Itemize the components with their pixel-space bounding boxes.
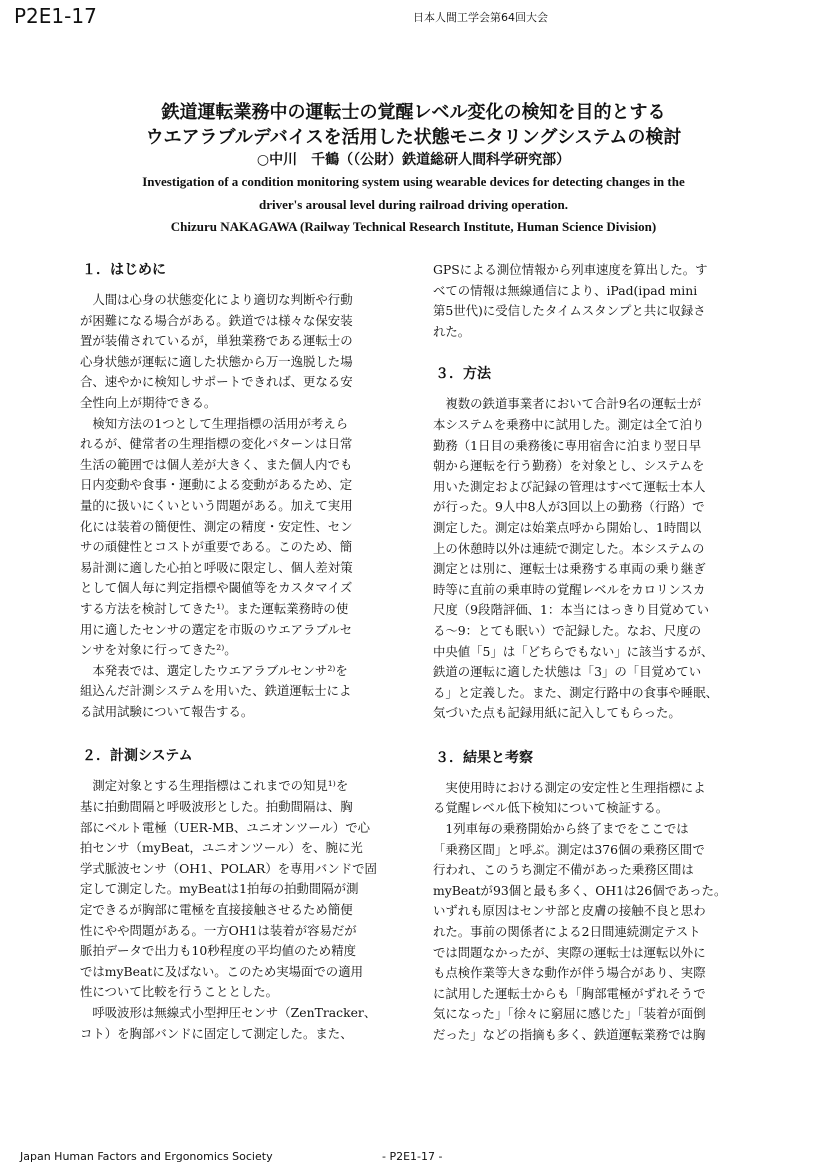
text-line: 朝から運転を行う勤務）を対象とし、システムを xyxy=(433,458,705,474)
results-body xyxy=(433,778,748,1046)
footer-page-label: - P2E1-17 - xyxy=(382,1150,443,1163)
english-title-line-1: Investigation of a condition monitoring system using wearable devices for detecting changes in the xyxy=(142,174,685,189)
text-line: 拍センサ（myBeat，ユニオンツール）を、腕に光 xyxy=(80,840,363,856)
text-line: べての情報は無線通信により、iPad(ipad mini xyxy=(433,282,698,298)
text-line: 測定とは別に、運転士は乗務する車両の乗り継ぎ xyxy=(433,561,706,577)
text-line: 尺度（9段階評価、1：本当にはっきり目覚めてい xyxy=(433,602,709,618)
text-line: 化には装着の簡便性、測定の精度・安定性、セン xyxy=(80,518,353,534)
paper-id: P2E1-17 xyxy=(14,4,97,28)
text-line: 全性向上が期待できる。 xyxy=(80,394,217,410)
measurement-system-body xyxy=(80,776,395,1044)
text-line: 易計測に適した心拍と呼吸に限定し、個人差対策 xyxy=(80,559,353,575)
conference-name: 日本人間工学会第64回大会 xyxy=(413,11,548,24)
english-author: Chizuru NAKAGAWA (Railway Technical Research Institute, Human Science Division) xyxy=(170,219,657,234)
text-line: 定できるが胸部に電極を直接接触させるため簡便 xyxy=(80,902,353,918)
text-line: myBeatが93個と最も多く、OH1は26個であった。 xyxy=(433,882,727,898)
text-line: 基に拍動間隔と呼吸波形とした。拍動間隔は、胸 xyxy=(80,799,353,815)
title-block xyxy=(0,100,827,238)
text-line: 量的に扱いにくいという問題がある。加えて実用 xyxy=(80,497,353,513)
section-heading-introduction: １．はじめに xyxy=(82,262,166,278)
text-line: 日内変動や食事・運動による変動があるため、定 xyxy=(80,477,353,493)
text-line: 複数の鉄道事業者において合計9名の運転士が xyxy=(433,396,702,412)
text-line: 性について比較を行うこととした。 xyxy=(80,984,279,1000)
text-line: 測定対象とする生理指標はこれまでの知見¹⁾を xyxy=(80,778,349,794)
text-line: 学式脈波センサ（OH1、POLAR）を専用バンドで固 xyxy=(80,860,377,876)
footer-society: Japan Human Factors and Ergonomics Society xyxy=(20,1150,273,1163)
text-line: いずれも原因はセンサ部と皮膚の接触不良と思わ xyxy=(433,903,706,919)
text-line: 置が装備されているが，単独業務である運転士の xyxy=(80,333,353,349)
japanese-title-line-2: ウエアラブルデバイスを活用した状態モニタリングシステムの検討 xyxy=(145,127,682,148)
text-line: 測定した。測定は始業点呼から開始し、1時間以 xyxy=(433,519,702,535)
text-line: 用に適したセンサの選定を市販のウエアラブルセ xyxy=(80,621,353,637)
continued-text xyxy=(433,260,748,342)
text-line: 1列車毎の乗務開始から終了までをここでは xyxy=(433,821,689,837)
text-line: 呼吸波形は無線式小型押圧センサ（ZenTracker、 xyxy=(80,1005,377,1020)
text-line: に試用した運転士からも「胸部電極がずれそうで xyxy=(433,985,706,1001)
text-line: が行った。9人中8人が3回以上の勤務（行路）で xyxy=(433,499,705,515)
text-line: 性にやや問題がある。一方OH1は装着が容易だが xyxy=(80,922,357,938)
text-line: れるが、健常者の生理指標の変化パターンは日常 xyxy=(80,436,353,452)
introduction-body xyxy=(80,290,395,722)
text-line: 気になった」「徐々に窮屈に感じた」「装着が面倒 xyxy=(433,1006,706,1022)
text-line: として個人毎に判定指標や閾値等をカスタマイズ xyxy=(80,580,353,596)
text-line: 定して測定した。myBeatは1拍毎の拍動間隔が測 xyxy=(80,881,359,897)
text-line: だった」などの指摘も多く、鉄道運転業務では胸 xyxy=(433,1027,706,1042)
text-line: 本システムを乗務中に試用した。測定は全て泊り xyxy=(433,416,705,432)
text-line: サの頑健性とコストが重要である。このため、簡 xyxy=(80,539,353,555)
section-heading-measurement-system: ２．計測システム xyxy=(82,748,193,765)
text-line: 人間は心身の状態変化により適切な判断や行動 xyxy=(80,292,353,307)
japanese-title-line-1: 鉄道運転業務中の運転士の覚醒レベル変化の検知を目的とする xyxy=(161,102,666,123)
text-line: れた。 xyxy=(433,323,471,339)
text-line: が困難になる場合がある。鉄道では様々な保安装 xyxy=(80,312,353,328)
text-line: する方法を検討してきた¹⁾。また運転業務時の使 xyxy=(80,600,349,616)
text-line: れた。事前の関係者による2日間連続測定テスト xyxy=(433,924,701,940)
text-line: 「乗務区間」と呼ぶ。測定は376個の乗務区間で xyxy=(433,841,705,857)
text-line: 部にベルト電極（UER-MB、ユニオンツール）で心 xyxy=(80,819,370,835)
text-line: 鉄道の運転に適した状態は「3」の「目覚めてい xyxy=(433,664,702,680)
text-line: る覚醒レベル低下検知について検証する。 xyxy=(433,800,669,816)
text-line: 生活の範囲では個人差が大きく、また個人内でも xyxy=(80,456,353,472)
method-body xyxy=(433,394,748,724)
section-heading-method: ３．方法 xyxy=(435,366,491,383)
text-line: 行われ、このうち測定不備があった乗務区間は xyxy=(433,862,694,878)
text-line: ンサを対象に行ってきた²⁾。 xyxy=(80,642,237,658)
text-line: 本発表では、選定したウエアラブルセンサ²⁾を xyxy=(80,662,348,678)
text-line: ではmyBeatに及ばない。このため実場面での適用 xyxy=(80,963,363,979)
text-line: コト）を胸部バンドに固定して測定した。また、 xyxy=(80,1025,353,1041)
text-line: 組込んだ計測システムを用いた、鉄道運転士によ xyxy=(80,683,352,699)
text-line: 時等に直前の乗車時の覚醒レベルをカロリンスカ xyxy=(433,581,706,597)
text-line: 中央値「5」は「どちらでもない」に該当するが、 xyxy=(433,643,714,659)
right-column xyxy=(433,260,748,1046)
text-line: 検知方法の1つとして生理指標の活用が考えら xyxy=(80,415,349,431)
english-title-line-2: driver's arousal level during railroad driving operation. xyxy=(259,197,568,212)
left-column xyxy=(80,260,395,1044)
text-line: 実使用時における測定の安定性と生理指標によ xyxy=(433,779,706,795)
text-line: る」と定義した。また、測定行路中の食事や睡眠、 xyxy=(433,684,718,700)
text-line: 第5世代)に受信したタイムスタンプと共に収録さ xyxy=(433,303,706,319)
text-line: 用いた測定および記録の管理はすべて運転士本人 xyxy=(433,478,706,494)
text-line: 気づいた点も記録用紙に記入してもらった。 xyxy=(433,705,681,721)
text-line: 勤務（1日目の乗務後に専用宿舎に泊まり翌日早 xyxy=(433,437,702,453)
text-line: る試用試験について報告する。 xyxy=(80,703,254,719)
text-line: 上の休憩時以外は連続で測定した。本システムの xyxy=(433,540,705,556)
text-line: GPSによる測位情報から列車速度を算出した。す xyxy=(433,262,708,277)
text-line: 合、速やかに検知しサポートできれば、更なる安 xyxy=(80,374,353,390)
japanese-author: ○中川 千鶴（（公財）鉄道総研人間科学研究部） xyxy=(256,152,571,168)
text-line: 脈拍データで出力も10秒程度の平均値のため精度 xyxy=(80,943,356,959)
text-line: る〜9：とても眠い）で記録した。なお、尺度の xyxy=(433,622,702,638)
text-line: も点検作業等大きな動作が伴う場合があり、実際 xyxy=(433,965,706,981)
text-line: では問題なかったが、実際の運転士は運転以外に xyxy=(433,944,706,960)
text-line: 心身状態が運転に適した状態から万一逸脱した場 xyxy=(80,353,353,369)
section-heading-results: ３．結果と考察 xyxy=(435,749,533,766)
